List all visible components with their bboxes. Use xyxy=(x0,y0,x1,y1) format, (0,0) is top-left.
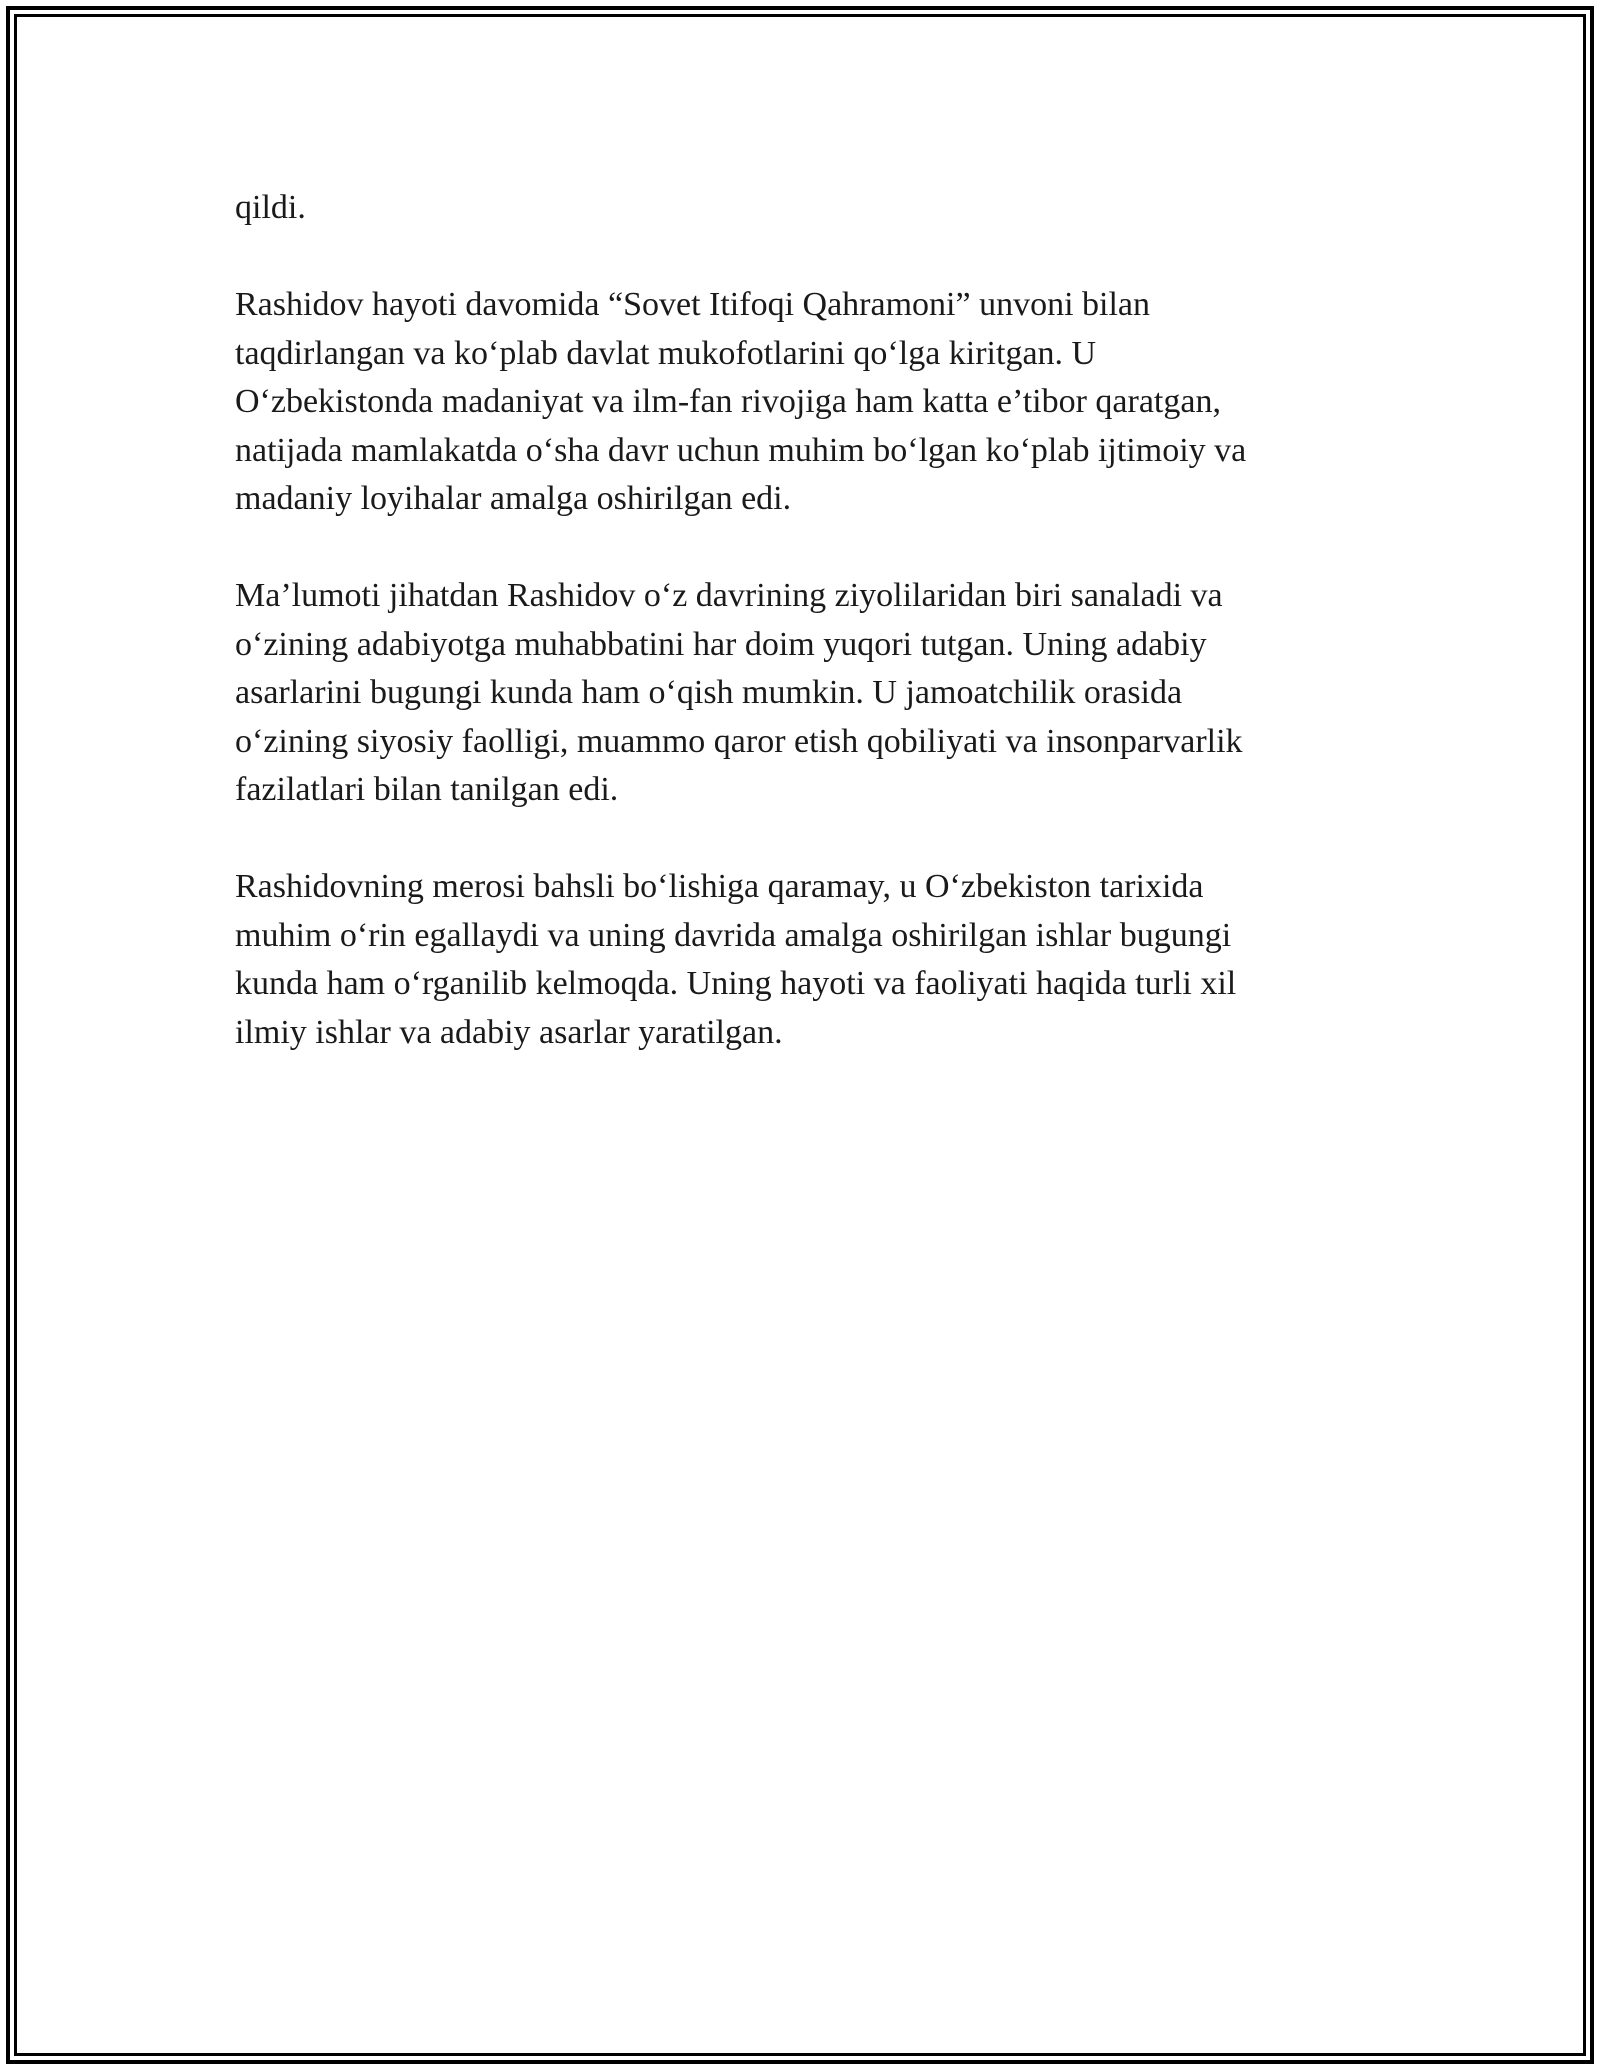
paragraph-3 xyxy=(235,572,1365,815)
text-line: muhim o‘rin egallaydi va uning davrida amalga oshirilgan ishlar bugungi xyxy=(235,916,1232,954)
text-line: taqdirlangan va ko‘plab davlat mukofotlarini qo‘lga kiritgan. U xyxy=(235,334,1097,372)
paragraph-2 xyxy=(235,281,1365,524)
text-line: asarlarini bugungi kunda ham o‘qish mumkin. U jamoatchilik orasida xyxy=(235,674,1183,711)
paragraph-4 xyxy=(235,863,1365,1057)
paragraph-1 xyxy=(235,184,1365,233)
text-line: ilmiy ishlar va adabiy asarlar yaratilgan. xyxy=(235,1013,783,1051)
text-line: Rashidovning merosi bahsli bo‘lishiga qaramay, u O‘zbekiston tarixida xyxy=(235,868,1204,905)
text-line: qildi. xyxy=(235,189,306,226)
text-line: o‘zining siyosiy faolligi, muammo qaror etish qobiliyati va insonparvarlik xyxy=(235,722,1243,760)
text-line: Ma’lumoti jihatdan Rashidov o‘z davrining ziyolilaridan biri sanaladi va xyxy=(235,577,1223,614)
text-line: o‘zining adabiyotga muhabbatini har doim yuqori tutgan. Uning adabiy xyxy=(235,625,1207,663)
document-body xyxy=(235,184,1365,1106)
text-line: kunda ham o‘rganilib kelmoqda. Uning hayoti va faoliyati haqida turli xil xyxy=(235,965,1237,1002)
text-line: natijada mamlakatda o‘sha davr uchun muhim bo‘lgan ko‘plab ijtimoiy va xyxy=(235,431,1247,469)
text-line: madaniy loyihalar amalga oshirilgan edi. xyxy=(235,480,792,517)
text-line: fazilatlari bilan tanilgan edi. xyxy=(235,771,619,808)
text-line: Rashidov hayoti davomida “Sovet Itifoqi Qahramoni” unvoni bilan xyxy=(235,286,1150,323)
text-line: O‘zbekistonda madaniyat va ilm-fan rivojiga ham katta e’tibor qaratgan, xyxy=(235,383,1221,420)
